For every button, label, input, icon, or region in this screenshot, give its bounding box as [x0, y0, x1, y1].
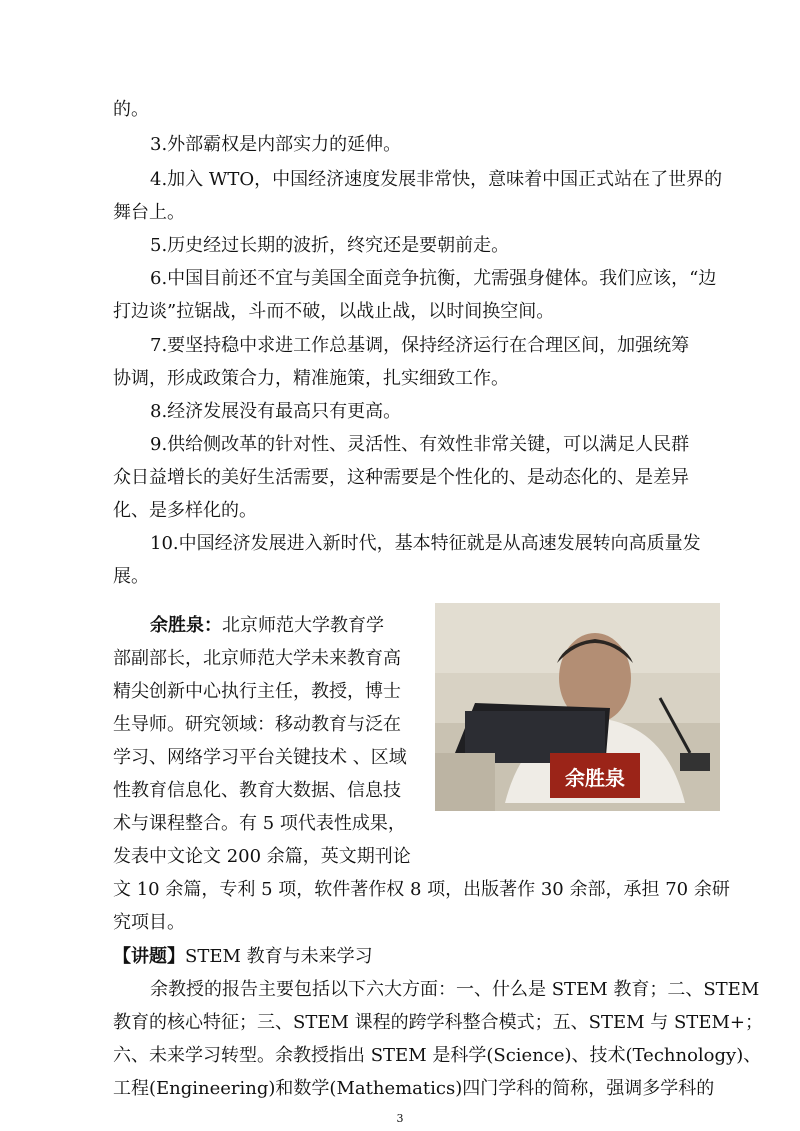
lecture-title: STEM 教育与未来学习: [185, 946, 373, 967]
bio-line: 究项目。: [113, 912, 185, 933]
bio-line: 术与课程整合。有 5 项代表性成果，: [113, 813, 406, 834]
body-line: 化、是多样化的。: [113, 500, 257, 521]
bio-line: 学习、网络学习平台关键技术 、区域: [113, 747, 407, 768]
body-line: 舞台上。: [113, 202, 185, 223]
bio-line: 精尖创新中心执行主任，教授，博士: [113, 681, 401, 702]
bio-line: 文 10 余篇，专利 5 项，软件著作权 8 项，出版著作 30 余部，承担 70 余研: [113, 879, 730, 900]
bio-text: 北京师范大学教育学: [222, 615, 384, 636]
lecture-heading: [113, 943, 373, 971]
lecture-label: 【讲题】: [113, 946, 185, 967]
speaker-photo-illustration: [435, 603, 720, 811]
body-line: 6.中国目前还不宜与美国全面竞争抗衡，尤需强身健体。我们应该，“边: [150, 268, 717, 289]
summary-line: 余教授的报告主要包括以下六大方面：一、什么是 STEM 教育；二、STEM: [150, 979, 760, 1000]
nameplate-text: 余胜泉: [565, 766, 625, 790]
body-line: 展。: [113, 566, 149, 587]
body-line: 众日益增长的美好生活需要，这种需要是个性化的、是动态化的、是差异: [113, 467, 689, 488]
summary-line: 工程(Engineering)和数学(Mathematics)四门学科的简称，强调多学科的: [113, 1078, 715, 1099]
body-line: 3.外部霸权是内部实力的延伸。: [150, 134, 402, 155]
bio-line: 性教育信息化、教育大数据、信息技: [113, 780, 401, 801]
body-line: 8.经济发展没有最高只有更高。: [150, 401, 402, 422]
body-line: 5.历史经过长期的波折，终究还是要朝前走。: [150, 235, 510, 256]
bio-name: 余胜泉：: [150, 615, 222, 636]
page-number: 3: [396, 1112, 404, 1125]
body-line: 10.中国经济发展进入新时代，基本特征就是从高速发展转向高质量发: [150, 533, 701, 554]
bio-line: 发表中文论文 200 余篇，英文期刊论: [113, 846, 411, 867]
body-line: 9.供给侧改革的针对性、灵活性、有效性非常关键，可以满足人民群: [150, 434, 690, 455]
summary-line: 六、未来学习转型。余教授指出 STEM 是科学(Science)、技术(Technology)、: [113, 1045, 762, 1066]
body-line: 打边谈”拉锯战，斗而不破，以战止战，以时间换空间。: [113, 301, 555, 322]
speaker-photo: [435, 603, 720, 811]
bio-line: [150, 612, 384, 640]
summary-line: 教育的核心特征；三、STEM 课程的跨学科整合模式；五、STEM 与 STEM+；: [113, 1012, 763, 1033]
body-line: 的。: [113, 99, 149, 120]
bio-line: 生导师。研究领域：移动教育与泛在: [113, 714, 401, 735]
body-line: 协调，形成政策合力，精准施策，扎实细致工作。: [113, 368, 509, 389]
body-line: 7.要坚持稳中求进工作总基调，保持经济运行在合理区间，加强统筹: [150, 335, 690, 356]
body-line: 4.加入 WTO，中国经济速度发展非常快，意味着中国正式站在了世界的: [150, 169, 723, 190]
bio-line: 部副部长，北京师范大学未来教育高: [113, 648, 401, 669]
